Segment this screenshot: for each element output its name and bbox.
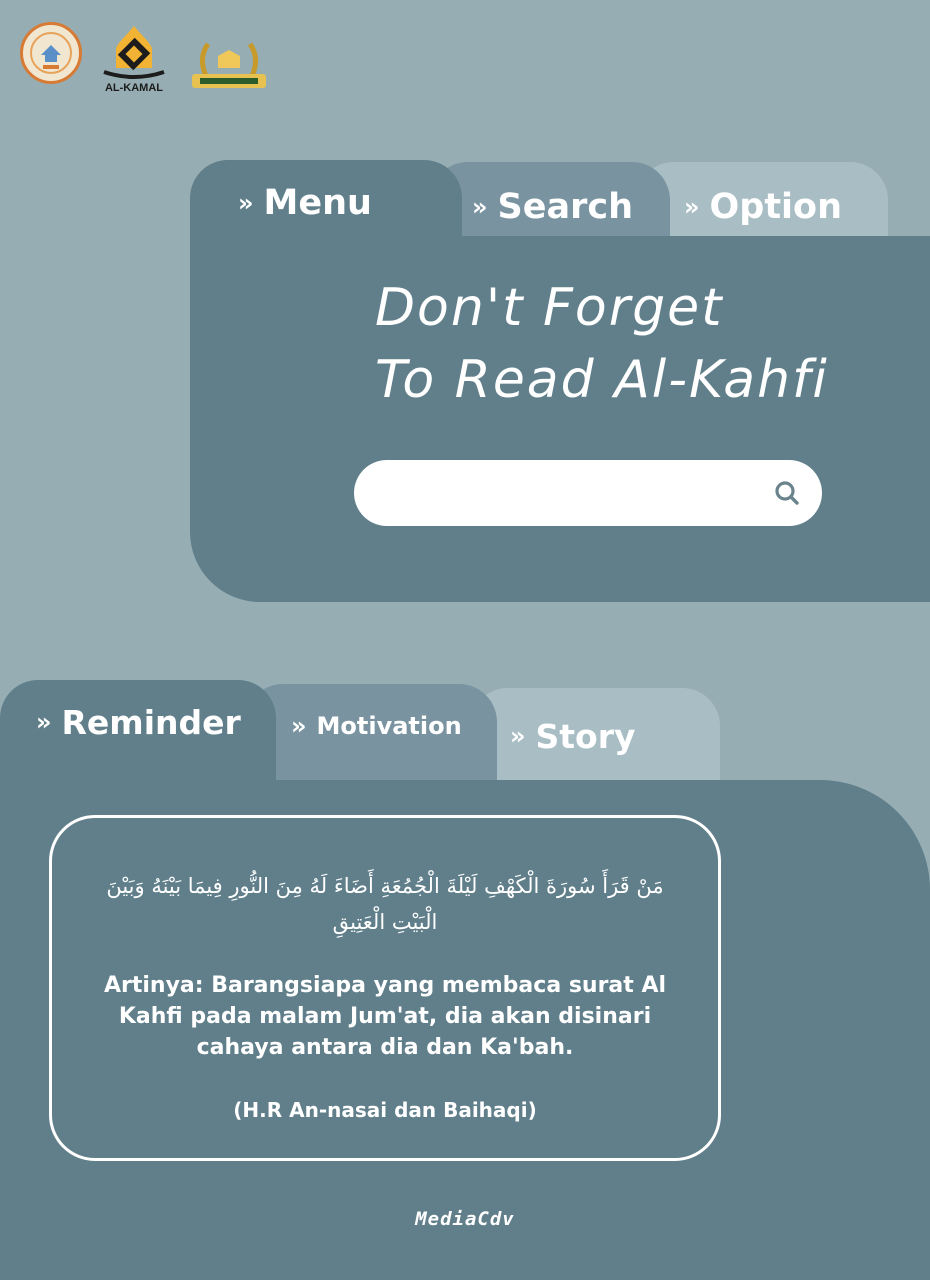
tab-option-label: Option	[709, 187, 843, 227]
search-icon[interactable]	[774, 480, 800, 506]
tab-motivation[interactable]	[245, 684, 497, 782]
tab-motivation-label: Motivation	[316, 712, 462, 740]
tab-menu-label: Menu	[263, 183, 372, 223]
hadith-source: (H.R An-nasai dan Baihaqi)	[233, 1098, 537, 1122]
double-chevron-right-icon: »	[238, 189, 254, 217]
footer-credit: MediaCdv	[415, 1208, 515, 1230]
double-chevron-right-icon: »	[291, 712, 307, 740]
tab-story-label: Story	[535, 716, 636, 756]
double-chevron-right-icon: »	[510, 722, 526, 750]
institution-seal-logo	[20, 22, 82, 84]
hadith-translation: Artinya: Barangsiapa yang membaca surat Al Kahfi pada malam Jum'at, dia akan disinari cahaya antara dia dan Ka'bah.	[103, 973, 667, 1060]
hadith-arabic-text: مَنْ قَرَأَ سُورَةَ الْكَهْفِ لَيْلَةَ الْجُمُعَةِ أَضَاءَ لَهُ مِنَ النُّورِ فِيمَا بَيْنَهُ وَبَيْنَ الْبَيْتِ الْعَتِيقِ	[106, 874, 664, 934]
tab-story[interactable]	[470, 688, 720, 784]
double-chevron-right-icon: »	[36, 708, 52, 736]
search-input[interactable]	[354, 460, 822, 526]
logo-group	[18, 22, 278, 102]
tab-reminder-label: Reminder	[61, 702, 241, 742]
reminder-card	[49, 815, 721, 1161]
headline-line-2: To Read Al-Kahfi	[375, 350, 829, 410]
tab-search-label: Search	[497, 187, 634, 227]
double-chevron-right-icon: »	[472, 193, 488, 221]
headline-line-1: Don't Forget	[375, 278, 724, 338]
al-kamal-logo-text: AL-KAMAL	[104, 82, 164, 94]
double-chevron-right-icon: »	[684, 193, 700, 221]
laurel-emblem-logo	[188, 34, 270, 96]
al-kamal-logo	[96, 22, 172, 102]
tab-reminder[interactable]	[0, 680, 276, 782]
headline	[375, 272, 895, 442]
